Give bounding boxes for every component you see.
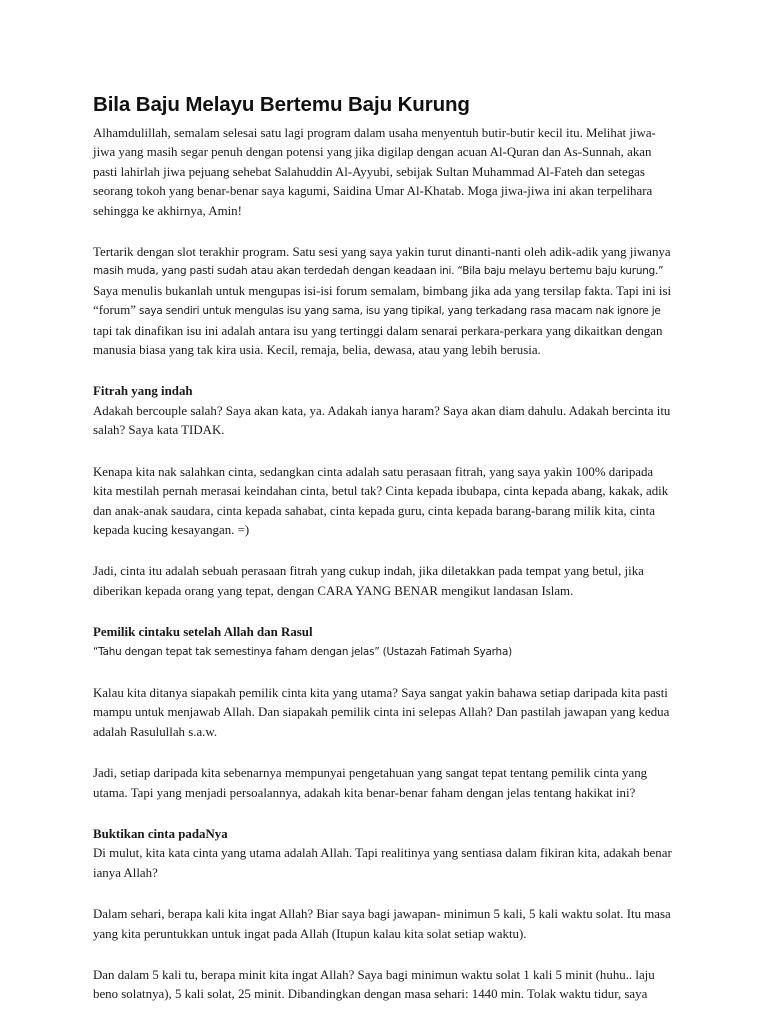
section-fitrah — [93, 382, 678, 440]
paragraph-remember-allah — [93, 905, 678, 944]
section-heading: Pemilik cintaku setelah Allah dan Rasul — [93, 625, 313, 640]
text-line: adalah Rasulullah s.a.w. — [93, 724, 218, 739]
text-line: dan anak-anak saudara, cinta kepada sahabat, cinta kepada guru, cinta kepada barang-barang milik kita, cinta — [93, 503, 655, 518]
text-line: ianya Allah? — [93, 865, 158, 880]
text-line: salah? Saya kata TIDAK. — [93, 423, 225, 438]
text-line: seorang tokoh yang benar-benar saya kagumi, Saidina Umar Al-Khatab. Moga jiwa-jiwa ini akan terpelihara — [93, 184, 653, 199]
section-heading: Buktikan cinta padaNya — [93, 826, 228, 841]
text-line: mampu untuk menjawab Allah. Dan siapakah pemilik cinta ini selepas Allah? Dan pastilah jawapan yang kedua — [93, 705, 670, 720]
text-line: Jadi, setiap daripada kita sebenarnya mempunyai pengetahuan yang sangat tepat tentang pemilik cinta yang — [93, 766, 648, 781]
text-line: utama. Tapi yang menjadi persoalannya, adakah kita benar-benar faham dengan jelas tentang hakikat ini? — [93, 785, 636, 800]
text-line — [93, 301, 678, 321]
text-line: Tertarik dengan slot terakhir program. Satu sesi yang saya yakin turut dinanti-nanti oleh adik-adik yang jiwanya — [93, 245, 671, 260]
text-line: diberikan kepada orang yang tepat, dengan CARA YANG BENAR mengikut landasan Islam. — [93, 583, 574, 598]
text-line: tapi tak dinafikan isu ini adalah antara isu yang tertinggi dalam senarai perkara-perkara yang dikaitkan dengan — [93, 323, 663, 338]
text-line: kepada kucing kesayangan. =) — [93, 522, 250, 537]
text-line: kita mestilah pernah merasai keindahan cinta, betul tak? Cinta kepada ibubapa, cinta kepada abang, kakak, adik — [93, 484, 669, 499]
paragraph-knowledge — [93, 764, 678, 803]
quote-line: “Tahu dengan tepat tak semestinya faham dengan jelas” (Ustazah Fatimah Syarha) — [93, 645, 512, 658]
paragraph-love-fitrah — [93, 562, 678, 601]
text-line: manusia biasa yang tak kira usia. Kecil, remaja, belia, dewasa, atau yang lebih berusia. — [93, 343, 541, 358]
text-line: beno solatnya), 5 kali solat, 25 minit. Dibandingkan dengan masa sehari: 1440 min. Tolak waktu tidur, saya — [93, 987, 648, 1002]
paragraph-program-slot — [93, 243, 678, 360]
paragraph-intro — [93, 124, 678, 221]
text-line: Dan dalam 5 kali tu, berapa minit kita ingat Allah? Saya bagi minimun waktu solat 1 kali 5 minit (huhu.. laju — [93, 968, 655, 982]
text-line: Adakah bercouple salah? Saya akan kata, ya. Adakah ianya haram? Saya akan diam dahulu. Adakah bercinta itu — [93, 403, 671, 418]
text-line: Di mulut, kita kata cinta yang utama adalah Allah. Tapi realitinya yang sentiasa dalam fikiran kita, adakah benar — [93, 846, 672, 861]
text-line: pasti lahirlah jiwa pejuang sehebat Salahuddin Al-Ayyubi, sebijak Sultan Muhammad Al-Fateh dan setegas — [93, 164, 645, 179]
section-buktikan-cinta — [93, 825, 678, 883]
forum-quote-text: “forum” — [93, 303, 136, 318]
article-title: Bila Baju Melayu Bertemu Baju Kurung — [93, 93, 470, 116]
text-line: Dalam sehari, berapa kali kita ingat Allah? Biar saya bagi jawapan- minimun 5 kali, 5 kali waktu solat. Itu masa — [93, 907, 671, 922]
paragraph-minutes — [93, 966, 678, 1005]
forum-tail-text: saya sendiri untuk mengulas isu yang sama, isu yang tipikal, yang terkadang rasa macam nak ignore je — [135, 305, 661, 318]
text-line: Saya menulis bukanlah untuk mengupas isi-isi forum semalam, bimbang jika ada yang tersilap fakta. Tapi ini isi — [93, 283, 672, 298]
paragraph-owner-of-love — [93, 684, 678, 742]
text-line: masih muda, yang pasti sudah atau akan terdedah dengan keadaan ini. “Bila baju melayu bertemu baju kurung.” — [93, 265, 664, 278]
paragraph-why-blame-love — [93, 463, 678, 541]
text-line: jiwa yang masih segar penuh dengan potensi yang jika digilap dengan acuan Al-Quran dan As-Sunnah, akan — [93, 145, 652, 160]
section-pemilik-cinta — [93, 623, 678, 662]
document-page — [93, 92, 678, 1027]
text-line: Kalau kita ditanya siapakah pemilik cinta kita yang utama? Saya sangat yakin bahawa setiap daripada kita pasti — [93, 685, 668, 700]
text-line: yang kita peruntukkan untuk ingat pada Allah (Itupun kalau kita solat setiap waktu). — [93, 926, 527, 941]
section-heading: Fitrah yang indah — [93, 384, 193, 399]
text-line: sehingga ke akhirnya, Amin! — [93, 203, 242, 218]
text-line: Kenapa kita nak salahkan cinta, sedangkan cinta adalah satu perasaan fitrah, yang saya yakin 100% daripada — [93, 464, 654, 479]
text-line: Jadi, cinta itu adalah sebuah perasaan fitrah yang cukup indah, jika diletakkan pada tempat yang betul, jika — [93, 564, 644, 579]
text-line: Alhamdulillah, semalam selesai satu lagi program dalam usaha menyentuh butir-butir kecil itu. Melihat jiwa- — [93, 126, 656, 140]
